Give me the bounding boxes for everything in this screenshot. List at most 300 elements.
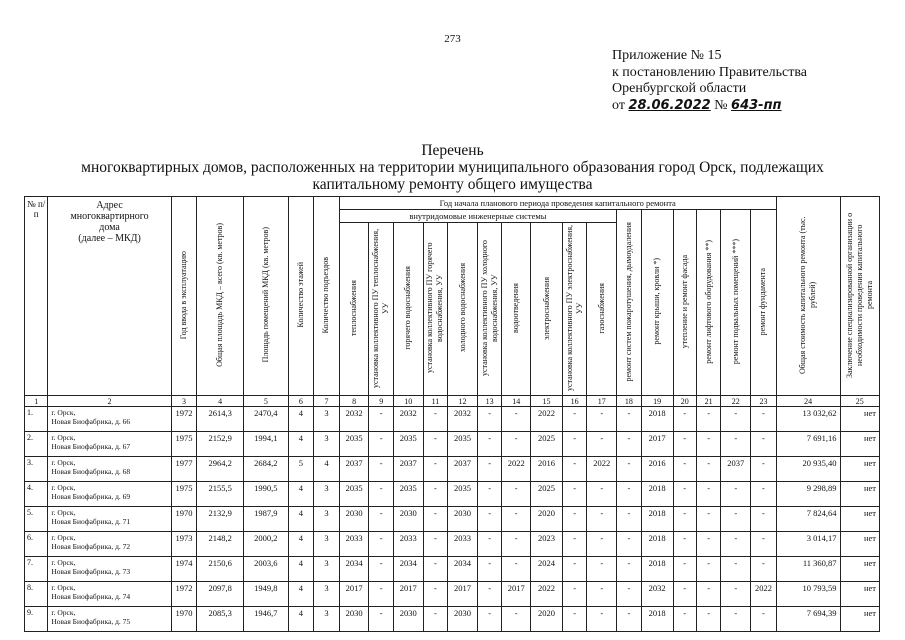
row-work-year: - xyxy=(751,532,777,557)
row-work-year: 2032 xyxy=(448,407,478,432)
row-year-built: 1975 xyxy=(171,482,197,507)
header-basement: ремонт подвальных помещений ***) xyxy=(721,210,751,396)
row-conclusion: нет xyxy=(840,607,879,632)
row-address xyxy=(48,607,171,632)
row-work-year: - xyxy=(477,507,501,532)
row-work-year: - xyxy=(673,482,696,507)
row-work-year: - xyxy=(617,482,641,507)
row-total-area: 2150,6 xyxy=(197,557,244,582)
row-floors: 4 xyxy=(288,582,314,607)
column-number: 15 xyxy=(531,396,563,407)
row-work-year: 2035 xyxy=(339,482,369,507)
header-year-built: Год ввода в эксплуатацию xyxy=(171,197,197,396)
row-work-year: 2034 xyxy=(339,557,369,582)
header-premises-area: Площадь помещений МКД (кв. метров) xyxy=(244,197,289,396)
row-conclusion: нет xyxy=(840,407,879,432)
row-work-year: - xyxy=(477,432,501,457)
row-work-year: - xyxy=(721,407,751,432)
column-number: 23 xyxy=(751,396,777,407)
row-floors: 4 xyxy=(288,532,314,557)
row-work-year: - xyxy=(477,557,501,582)
row-work-year: 2033 xyxy=(393,532,423,557)
row-number: 7. xyxy=(25,557,48,582)
row-work-year: - xyxy=(721,582,751,607)
row-work-year: - xyxy=(751,557,777,582)
row-work-year: - xyxy=(617,557,641,582)
row-address xyxy=(48,507,171,532)
appendix-from: от xyxy=(612,97,625,113)
row-premises-area: 1994,1 xyxy=(244,432,289,457)
row-work-year: - xyxy=(673,532,696,557)
header-address: Адрес многоквартирного дома (далее – МКД) xyxy=(48,197,171,396)
row-work-year: - xyxy=(562,532,586,557)
row-entrances: 3 xyxy=(314,432,340,457)
row-work-year: - xyxy=(696,457,720,482)
appendix-line-2: к постановлению Правительства xyxy=(612,64,808,80)
row-floors: 4 xyxy=(288,407,314,432)
row-number: 1. xyxy=(25,407,48,432)
row-address xyxy=(48,582,171,607)
row-work-year: - xyxy=(617,407,641,432)
row-year-built: 1970 xyxy=(171,607,197,632)
row-work-year: - xyxy=(369,532,393,557)
address-city: г. Орск, xyxy=(51,583,76,592)
row-work-year: 2022 xyxy=(587,457,617,482)
column-number: 4 xyxy=(197,396,244,407)
row-entrances: 4 xyxy=(314,457,340,482)
table-row xyxy=(25,607,880,632)
header-plan-years: Год начала планового периода проведения капитального ремонта xyxy=(339,197,776,210)
column-number: 20 xyxy=(673,396,696,407)
row-entrances: 3 xyxy=(314,557,340,582)
row-work-year: 2037 xyxy=(448,457,478,482)
row-total-area: 2614,3 xyxy=(197,407,244,432)
row-work-year: - xyxy=(423,407,447,432)
row-work-year: 2030 xyxy=(339,607,369,632)
table-row xyxy=(25,557,880,582)
header-system-9: установка коллективного ПУ электроснабжения, УУ xyxy=(562,223,586,396)
row-cost: 10 793,59 xyxy=(776,582,840,607)
header-entrances: Количество подъездов xyxy=(314,197,340,396)
row-work-year: - xyxy=(673,507,696,532)
column-number: 13 xyxy=(477,396,501,407)
row-work-year: 2022 xyxy=(502,457,531,482)
column-number: 10 xyxy=(393,396,423,407)
table-row xyxy=(25,407,880,432)
row-work-year: - xyxy=(477,482,501,507)
column-number: 12 xyxy=(448,396,478,407)
row-conclusion: нет xyxy=(840,457,879,482)
header-system-1: теплоснабжения xyxy=(339,223,369,396)
row-work-year: - xyxy=(423,457,447,482)
row-work-year: - xyxy=(562,457,586,482)
title-line-1: Перечень xyxy=(421,142,484,159)
resolution-number: 643-пп xyxy=(731,97,782,113)
row-entrances: 3 xyxy=(314,607,340,632)
column-number: 3 xyxy=(171,396,197,407)
row-work-year: - xyxy=(423,432,447,457)
row-cost: 20 935,40 xyxy=(776,457,840,482)
row-work-year: - xyxy=(673,432,696,457)
appendix-line-4 xyxy=(612,98,807,115)
header-nn: № п/п xyxy=(25,197,48,396)
column-number: 11 xyxy=(423,396,447,407)
header-conclusion: Заключение специализированной организации о необходимости проведения капитального ремонта xyxy=(840,197,879,396)
address-street: Новая Биофабрика, д. 67 xyxy=(51,442,131,451)
row-conclusion: нет xyxy=(840,507,879,532)
row-entrances: 3 xyxy=(314,482,340,507)
row-work-year: - xyxy=(502,482,531,507)
address-city: г. Орск, xyxy=(51,433,76,442)
column-number: 6 xyxy=(288,396,314,407)
row-work-year: - xyxy=(562,482,586,507)
row-work-year: - xyxy=(721,557,751,582)
row-floors: 4 xyxy=(288,507,314,532)
resolution-date: 28.06.2022 xyxy=(628,97,711,113)
header-system-5: холодного водоснабжения xyxy=(448,223,478,396)
row-work-year: 2018 xyxy=(641,557,673,582)
row-work-year: - xyxy=(477,532,501,557)
appendix-line-3: Оренбургской области xyxy=(612,81,747,96)
row-work-year: - xyxy=(617,432,641,457)
address-street: Новая Биофабрика, д. 68 xyxy=(51,467,131,476)
header-floors: Количество этажей xyxy=(288,197,314,396)
row-work-year: - xyxy=(369,607,393,632)
address-street: Новая Биофабрика, д. 72 xyxy=(51,542,131,551)
row-work-year: 2022 xyxy=(531,407,563,432)
row-work-year: 2037 xyxy=(393,457,423,482)
row-work-year: 2033 xyxy=(448,532,478,557)
row-work-year: 2025 xyxy=(531,482,563,507)
row-work-year: 2017 xyxy=(641,432,673,457)
row-work-year: 2020 xyxy=(531,607,563,632)
row-work-year: - xyxy=(751,457,777,482)
row-work-year: 2018 xyxy=(641,607,673,632)
row-work-year: - xyxy=(587,532,617,557)
header-cost: Общая стоимость капитального ремонта (тыс. рублей) xyxy=(776,197,840,396)
houses-table xyxy=(24,196,880,632)
row-conclusion: нет xyxy=(840,432,879,457)
row-work-year: - xyxy=(423,532,447,557)
row-work-year: - xyxy=(502,507,531,532)
row-work-year: 2030 xyxy=(448,607,478,632)
header-roof: ремонт крыши, кровли *) xyxy=(641,210,673,396)
column-number: 1 xyxy=(25,396,48,407)
row-work-year: - xyxy=(502,607,531,632)
row-work-year: - xyxy=(369,407,393,432)
row-work-year: - xyxy=(751,507,777,532)
header-system-2: установка коллективного ПУ теплоснабжения, УУ xyxy=(369,223,393,396)
header-system-8: электроснабжения xyxy=(531,223,563,396)
row-work-year: - xyxy=(502,407,531,432)
row-work-year: 2017 xyxy=(339,582,369,607)
row-work-year: 2037 xyxy=(339,457,369,482)
row-work-year: 2035 xyxy=(448,432,478,457)
row-work-year: 2037 xyxy=(721,457,751,482)
appendix-line-1: Приложение № 15 xyxy=(612,48,722,63)
row-work-year: - xyxy=(587,557,617,582)
row-floors: 4 xyxy=(288,482,314,507)
row-work-year: 2032 xyxy=(339,407,369,432)
address-city: г. Орск, xyxy=(51,408,76,417)
row-cost: 11 360,87 xyxy=(776,557,840,582)
row-entrances: 3 xyxy=(314,407,340,432)
header-system-3: горячего водоснабжения xyxy=(393,223,423,396)
row-floors: 4 xyxy=(288,607,314,632)
address-street: Новая Биофабрика, д. 73 xyxy=(51,567,131,576)
header-system-10: газоснабжения xyxy=(587,223,617,396)
row-work-year: - xyxy=(673,607,696,632)
row-work-year: - xyxy=(696,507,720,532)
row-work-year: - xyxy=(587,607,617,632)
address-city: г. Орск, xyxy=(51,458,76,467)
row-premises-area: 2684,2 xyxy=(244,457,289,482)
row-work-year: - xyxy=(751,607,777,632)
row-work-year: - xyxy=(696,607,720,632)
row-work-year: - xyxy=(502,432,531,457)
row-year-built: 1970 xyxy=(171,507,197,532)
header-system-6: установка коллективного ПУ холодного водоснабжения, УУ xyxy=(477,223,501,396)
row-year-built: 1973 xyxy=(171,532,197,557)
page-number: 273 xyxy=(444,33,461,45)
table-row xyxy=(25,432,880,457)
row-work-year: 2030 xyxy=(393,607,423,632)
address-street: Новая Биофабрика, д. 69 xyxy=(51,492,131,501)
row-work-year: 2018 xyxy=(641,482,673,507)
row-number: 2. xyxy=(25,432,48,457)
address-city: г. Орск, xyxy=(51,483,76,492)
row-work-year: 2017 xyxy=(448,582,478,607)
row-total-area: 2148,2 xyxy=(197,532,244,557)
row-premises-area: 1990,5 xyxy=(244,482,289,507)
row-work-year: - xyxy=(696,532,720,557)
column-number: 9 xyxy=(369,396,393,407)
row-work-year: 2016 xyxy=(531,457,563,482)
row-work-year: 2020 xyxy=(531,507,563,532)
row-address xyxy=(48,532,171,557)
row-total-area: 2964,2 xyxy=(197,457,244,482)
row-work-year: 2030 xyxy=(339,507,369,532)
row-address xyxy=(48,557,171,582)
row-work-year: - xyxy=(617,582,641,607)
document-title xyxy=(0,142,905,193)
row-work-year: 2022 xyxy=(751,582,777,607)
column-number: 7 xyxy=(314,396,340,407)
row-work-year: - xyxy=(423,507,447,532)
row-work-year: 2035 xyxy=(393,432,423,457)
row-work-year: - xyxy=(502,532,531,557)
row-address xyxy=(48,432,171,457)
row-work-year: - xyxy=(477,582,501,607)
row-work-year: - xyxy=(617,607,641,632)
column-number: 14 xyxy=(502,396,531,407)
row-work-year: 2018 xyxy=(641,507,673,532)
row-premises-area: 1987,9 xyxy=(244,507,289,532)
address-city: г. Орск, xyxy=(51,558,76,567)
row-work-year: - xyxy=(673,582,696,607)
row-work-year: 2032 xyxy=(641,582,673,607)
row-year-built: 1977 xyxy=(171,457,197,482)
row-work-year: - xyxy=(587,582,617,607)
column-number: 17 xyxy=(587,396,617,407)
row-work-year: - xyxy=(587,482,617,507)
row-work-year: - xyxy=(423,482,447,507)
row-floors: 5 xyxy=(288,457,314,482)
row-work-year: 2035 xyxy=(448,482,478,507)
row-cost: 7 691,16 xyxy=(776,432,840,457)
row-number: 4. xyxy=(25,482,48,507)
row-work-year: 2024 xyxy=(531,557,563,582)
row-work-year: - xyxy=(721,482,751,507)
header-engineering-systems: внутридомовые инженерные системы xyxy=(339,210,616,223)
row-work-year: 2018 xyxy=(641,407,673,432)
row-work-year: 2034 xyxy=(448,557,478,582)
table-row xyxy=(25,532,880,557)
row-work-year: - xyxy=(751,482,777,507)
row-work-year: - xyxy=(673,457,696,482)
row-work-year: - xyxy=(562,432,586,457)
row-total-area: 2097,8 xyxy=(197,582,244,607)
column-number: 22 xyxy=(721,396,751,407)
row-cost: 7 694,39 xyxy=(776,607,840,632)
row-address xyxy=(48,407,171,432)
row-premises-area: 2003,6 xyxy=(244,557,289,582)
row-work-year: - xyxy=(751,407,777,432)
table-row xyxy=(25,507,880,532)
row-work-year: - xyxy=(477,607,501,632)
row-cost: 3 014,17 xyxy=(776,532,840,557)
row-total-area: 2152,9 xyxy=(197,432,244,457)
title-line-2: многоквартирных домов, расположенных на территории муниципального образования город Орск, подлежащих xyxy=(81,159,824,176)
row-cost: 9 298,89 xyxy=(776,482,840,507)
row-year-built: 1974 xyxy=(171,557,197,582)
row-work-year: - xyxy=(562,507,586,532)
row-work-year: - xyxy=(369,482,393,507)
row-year-built: 1975 xyxy=(171,432,197,457)
row-work-year: - xyxy=(696,557,720,582)
header-system-4: установка коллективного ПУ горячего водоснабжения, УУ xyxy=(423,223,447,396)
row-work-year: 2033 xyxy=(339,532,369,557)
row-total-area: 2132,9 xyxy=(197,507,244,532)
row-work-year: - xyxy=(617,457,641,482)
column-number: 25 xyxy=(840,396,879,407)
row-work-year: 2032 xyxy=(393,407,423,432)
header-fire-systems: ремонт систем пожаротушения, дымоудаления xyxy=(617,210,641,396)
row-work-year: - xyxy=(562,607,586,632)
row-work-year: 2023 xyxy=(531,532,563,557)
row-work-year: - xyxy=(673,557,696,582)
address-city: г. Орск, xyxy=(51,508,76,517)
row-work-year: - xyxy=(369,557,393,582)
address-city: г. Орск, xyxy=(51,533,76,542)
column-number: 24 xyxy=(776,396,840,407)
row-number: 5. xyxy=(25,507,48,532)
row-year-built: 1972 xyxy=(171,582,197,607)
row-work-year: 2035 xyxy=(339,432,369,457)
table-row xyxy=(25,457,880,482)
header-foundation: ремонт фундамента xyxy=(751,210,777,396)
row-work-year: - xyxy=(721,607,751,632)
row-work-year: 2030 xyxy=(448,507,478,532)
row-work-year: - xyxy=(369,507,393,532)
row-cost: 7 824,64 xyxy=(776,507,840,532)
row-number: 3. xyxy=(25,457,48,482)
row-work-year: - xyxy=(696,432,720,457)
row-work-year: 2035 xyxy=(393,482,423,507)
header-system-7: водоотведения xyxy=(502,223,531,396)
row-address xyxy=(48,482,171,507)
row-premises-area: 2000,2 xyxy=(244,532,289,557)
row-work-year: - xyxy=(751,432,777,457)
address-street: Новая Биофабрика, д. 75 xyxy=(51,617,131,626)
appendix-block xyxy=(612,48,807,114)
row-cost: 13 032,62 xyxy=(776,407,840,432)
row-work-year: - xyxy=(423,557,447,582)
column-number: 21 xyxy=(696,396,720,407)
row-conclusion: нет xyxy=(840,582,879,607)
address-city: г. Орск, xyxy=(51,608,76,617)
row-work-year: - xyxy=(673,407,696,432)
row-entrances: 3 xyxy=(314,507,340,532)
row-work-year: - xyxy=(562,582,586,607)
address-street: Новая Биофабрика, д. 66 xyxy=(51,417,131,426)
row-work-year: - xyxy=(587,432,617,457)
row-work-year: - xyxy=(369,582,393,607)
row-work-year: - xyxy=(477,407,501,432)
row-work-year: - xyxy=(696,582,720,607)
row-work-year: 2025 xyxy=(531,432,563,457)
address-street: Новая Биофабрика, д. 71 xyxy=(51,517,131,526)
row-work-year: - xyxy=(617,532,641,557)
row-entrances: 3 xyxy=(314,582,340,607)
column-number: 8 xyxy=(339,396,369,407)
row-conclusion: нет xyxy=(840,482,879,507)
row-entrances: 3 xyxy=(314,532,340,557)
row-work-year: 2030 xyxy=(393,507,423,532)
row-work-year: - xyxy=(696,482,720,507)
header-facade: утепление и ремонт фасада xyxy=(673,210,696,396)
row-work-year: - xyxy=(562,557,586,582)
row-work-year: - xyxy=(502,557,531,582)
row-work-year: - xyxy=(617,507,641,532)
row-work-year: - xyxy=(587,507,617,532)
row-work-year: - xyxy=(477,457,501,482)
row-conclusion: нет xyxy=(840,532,879,557)
row-work-year: 2018 xyxy=(641,532,673,557)
header-elevator: ремонт лифтового оборудования **) xyxy=(696,210,720,396)
row-number: 6. xyxy=(25,532,48,557)
row-work-year: 2017 xyxy=(502,582,531,607)
row-work-year: - xyxy=(721,432,751,457)
row-work-year: 2017 xyxy=(393,582,423,607)
header-total-area: Общая площадь МКД – всего (кв. метров) xyxy=(197,197,244,396)
row-work-year: - xyxy=(423,582,447,607)
table-row xyxy=(25,482,880,507)
row-floors: 4 xyxy=(288,557,314,582)
row-work-year: - xyxy=(369,432,393,457)
row-conclusion: нет xyxy=(840,557,879,582)
row-work-year: - xyxy=(562,407,586,432)
number-sign: № xyxy=(714,97,728,113)
table-row xyxy=(25,582,880,607)
address-street: Новая Биофабрика, д. 74 xyxy=(51,592,131,601)
column-number: 16 xyxy=(562,396,586,407)
row-work-year: - xyxy=(587,407,617,432)
row-premises-area: 2470,4 xyxy=(244,407,289,432)
column-number: 18 xyxy=(617,396,641,407)
row-number: 9. xyxy=(25,607,48,632)
title-line-3: капитальному ремонту общего имущества xyxy=(312,176,593,193)
